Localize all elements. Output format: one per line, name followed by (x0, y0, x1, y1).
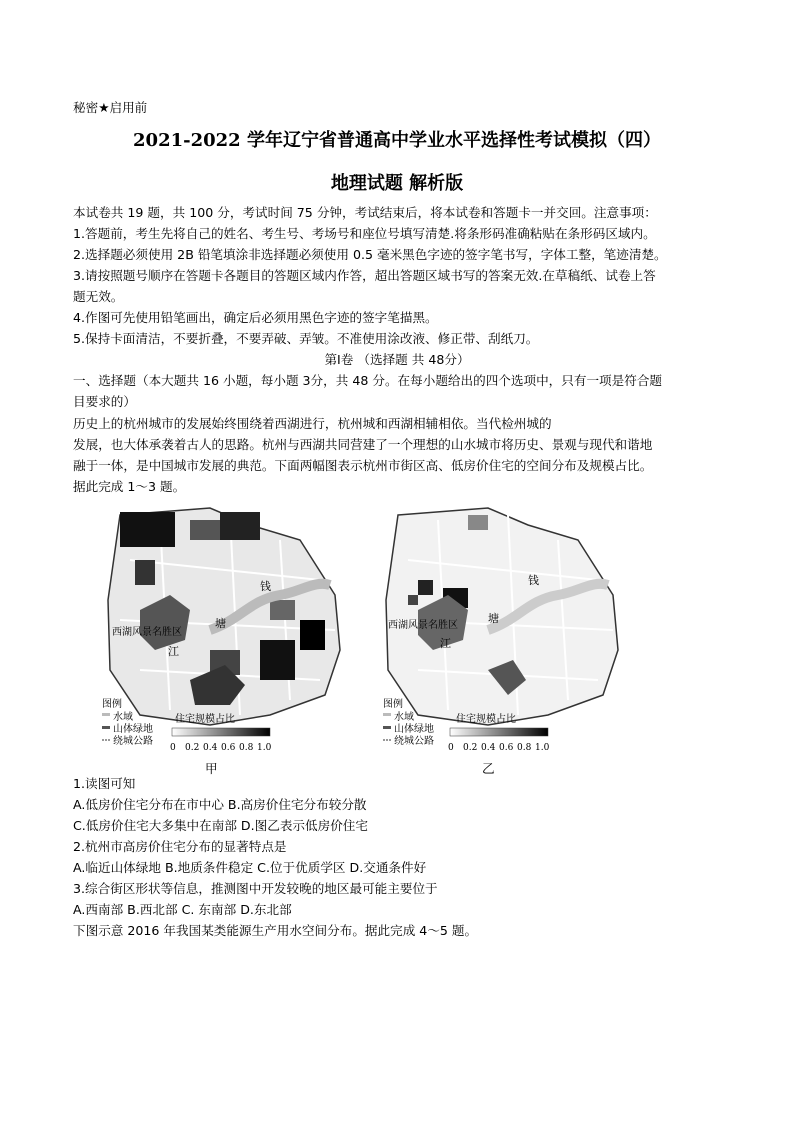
scale-tick: 0.4 (203, 743, 218, 753)
instruction-2: 2.选择题必须使用 2B 铅笔填涂非选择题必须使用 0.5 毫米黑色字迹的签字笔书写，字体工整，笔迹清楚。 (73, 247, 667, 262)
question-1-options-cd: C.低房价住宅大多集中在南部 D.图乙表示低房价住宅 (73, 818, 368, 833)
legend-mountain: 山体绿地 (394, 724, 434, 735)
map-yi (378, 500, 628, 755)
passage-line-1: 历史上的杭州城市的发展始终围绕着西湖进行，杭州城和西湖相辅相依。当代检州城的 (73, 416, 552, 431)
question-3-options: A.西南部 B.西北部 C. 东南部 D.东北部 (73, 902, 292, 917)
question-2: 2.杭州市高房价住宅分布的显著特点是 (73, 839, 287, 854)
scale-tick: 0 (448, 743, 454, 753)
river-char-jiang: 江 (168, 645, 179, 658)
scale-title: 住宅规模占比 (456, 714, 516, 725)
scale-tick: 0.2 (185, 743, 200, 753)
question-1: 1.读图可知 (73, 776, 136, 791)
section-title: 第Ⅰ卷 （选择题 共 48分） (324, 352, 470, 367)
section-desc-cont: 目要求的） (73, 394, 136, 409)
map-jia (100, 500, 350, 755)
legend-water: 水域 (394, 712, 414, 723)
scale-tick: 0 (170, 743, 176, 753)
passage-line-4: 据此完成 1～3 题。 (73, 479, 186, 494)
legend-title: 图例 (102, 699, 122, 710)
scale-tick: 1.0 (535, 743, 550, 753)
exam-title: 2021-2022 学年辽宁省普通高中学业水平选择性考试模拟（四） (133, 130, 661, 151)
question-3: 3.综合街区形状等信息，推测图中开发较晚的地区最可能主要位于 (73, 881, 438, 896)
scale-tick: 0.8 (517, 743, 532, 753)
instruction-4: 4.作图可先使用铅笔画出，确定后必须用黑色字迹的签字笔描黑。 (73, 310, 438, 325)
lake-label: 西湖风景名胜区 (388, 620, 458, 631)
passage-line-3: 融于一体，是中国城市发展的典范。下面两幅图表示杭州市街区高、低房价住宅的空间分布及规模占比。 (73, 458, 653, 473)
river-char-tang: 塘 (215, 617, 226, 630)
scale-title: 住宅规模占比 (175, 714, 235, 725)
scale-tick: 1.0 (257, 743, 272, 753)
instruction-3-cont: 题无效。 (73, 289, 124, 304)
legend-water: 水域 (113, 712, 133, 723)
instruction-3: 3.请按照题号顺序在答题卡各题目的答题区域内作答，超出答题区域书写的答案无效.在草稿纸、试卷上答 (73, 268, 656, 283)
legend-road: 绕城公路 (113, 736, 153, 747)
instructions-intro: 本试卷共 19 题，共 100 分，考试时间 75 分钟，考试结束后，将本试卷和答题卡一并交回。注意事项： (73, 205, 657, 220)
exam-subtitle: 地理试题 解析版 (330, 173, 464, 194)
legend-mountain: 山体绿地 (113, 724, 153, 735)
section-desc: 一、选择题（本大题共 16 小题，每小题 3分，共 48 分。在每小题给出的四个选项中，只有一项是符合题 (73, 373, 663, 388)
legend-road: 绕城公路 (394, 736, 434, 747)
scale-tick: 0.2 (463, 743, 478, 753)
scale-tick: 0.8 (239, 743, 254, 753)
legend-title: 图例 (383, 699, 403, 710)
passage-line-2: 发展，也大体承袭着古人的思路。杭州与西湖共同营建了一个理想的山水城市将历史、景观与现代和谐地 (73, 437, 653, 452)
river-char-tang: 塘 (488, 612, 499, 625)
scale-tick: 0.4 (481, 743, 496, 753)
map-caption-yi: 乙 (482, 761, 495, 776)
river-char-qian: 钱 (260, 580, 271, 593)
scale-tick: 0.6 (499, 743, 514, 753)
question-1-options-ab: A.低房价住宅分布在市中心 B.高房价住宅分布较分散 (73, 797, 367, 812)
river-char-qian: 钱 (528, 574, 539, 587)
instruction-1: 1.答题前，考生先将自己的姓名、考生号、考场号和座位号填写清楚.将条形码准确粘贴在条形码区域内。 (73, 226, 656, 241)
instruction-5: 5.保持卡面清洁，不要折叠，不要弄破、弄皱。不准使用涂改液、修正带、刮纸刀。 (73, 331, 539, 346)
confidential-mark: 秘密★启用前 (73, 100, 148, 115)
scale-tick: 0.6 (221, 743, 236, 753)
next-passage: 下图示意 2016 年我国某类能源生产用水空间分布。据此完成 4～5 题。 (73, 923, 478, 938)
map-caption-jia: 甲 (205, 761, 218, 776)
question-2-options: A.临近山体绿地 B.地质条件稳定 C.位于优质学区 D.交通条件好 (73, 860, 427, 875)
river-char-jiang: 江 (440, 637, 451, 650)
lake-label: 西湖风景名胜区 (112, 627, 182, 638)
